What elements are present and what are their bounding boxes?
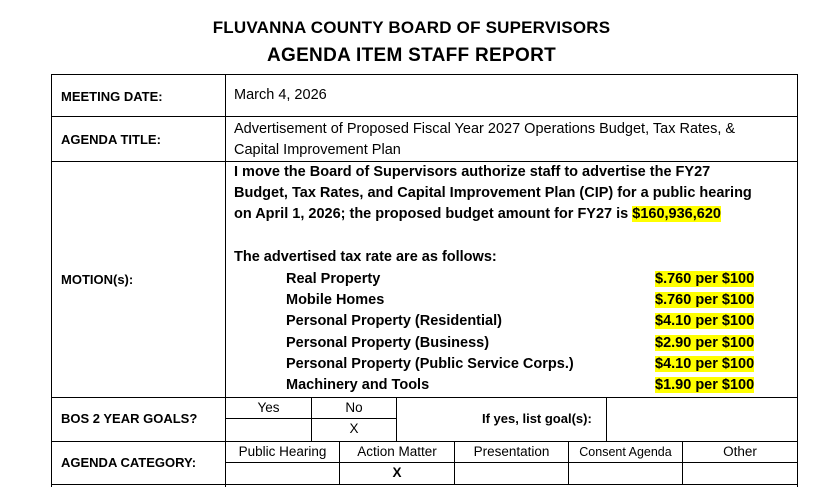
category-other: Other [723, 444, 757, 459]
goals-no-mark: X [349, 421, 359, 436]
category-action-mark: X [392, 465, 402, 480]
row-divider-title [51, 161, 798, 162]
category-public-hearing: Public Hearing [238, 444, 327, 459]
tax-item-rate: $1.90 per $100 [655, 377, 755, 393]
tax-rate-intro: The advertised tax rate are as follows: [234, 249, 497, 265]
agenda-title-label: AGENDA TITLE: [61, 132, 161, 147]
staff-report-title: AGENDA ITEM STAFF REPORT [266, 45, 557, 66]
table-right-border [797, 74, 798, 487]
tax-item-rate: $4.10 per $100 [655, 313, 755, 329]
tax-item-name: Machinery and Tools [286, 377, 430, 393]
goals-label: BOS 2 YEAR GOALS? [61, 411, 198, 426]
tax-item-rate: $2.90 per $100 [655, 335, 755, 351]
agenda-title-line2: Capital Improvement Plan [234, 142, 401, 158]
tax-item-name: Real Property [286, 271, 381, 287]
county-board-title: FLUVANNA COUNTY BOARD OF SUPERVISORS [212, 18, 611, 37]
category-action-matter: Action Matter [357, 444, 437, 459]
category-consent-agenda: Consent Agenda [579, 445, 672, 459]
motion-label: MOTION(s): [61, 272, 134, 287]
goals-list-label: If yes, list goal(s): [482, 411, 592, 426]
goals-header-divider [225, 418, 396, 419]
goals-list-divider [606, 397, 607, 441]
tax-item-rate: $.760 per $100 [655, 292, 755, 308]
label-column-divider [225, 74, 226, 487]
row-divider-goals [51, 441, 798, 442]
budget-amount: $160,936,620 [632, 206, 721, 222]
tax-item-rate: $.760 per $100 [655, 271, 755, 287]
table-top-border [51, 74, 798, 75]
tax-item-name: Personal Property (Public Service Corps.) [286, 356, 574, 372]
motion-line3 [234, 206, 721, 222]
motion-line1: I move the Board of Supervisors authorize staff to advertise the FY27 [234, 164, 711, 180]
tax-item-rate: $4.10 per $100 [655, 356, 755, 372]
goals-no-header: No [345, 400, 363, 415]
category-presentation: Presentation [473, 444, 550, 459]
meeting-date-label: MEETING DATE: [61, 89, 163, 104]
table-bottom-border [51, 484, 798, 485]
row-divider-date [51, 116, 798, 117]
tax-item-name: Personal Property (Business) [286, 335, 490, 351]
category-header-divider [225, 462, 797, 463]
goals-yes-header: Yes [257, 400, 280, 415]
agenda-category-label: AGENDA CATEGORY: [61, 455, 197, 470]
tax-item-name: Personal Property (Residential) [286, 313, 502, 329]
meeting-date-value: March 4, 2026 [234, 87, 327, 103]
row-divider-motion [51, 397, 798, 398]
motion-line3-text: on April 1, 2026; the proposed budget amount for FY27 is [234, 206, 633, 222]
motion-line2: Budget, Tax Rates, and Capital Improvement Plan (CIP) for a public hearing [234, 185, 752, 201]
agenda-title-line1: Advertisement of Proposed Fiscal Year 2027 Operations Budget, Tax Rates, & [234, 121, 736, 137]
goals-no-right-divider [396, 397, 397, 441]
tax-item-name: Mobile Homes [286, 292, 385, 308]
table-left-border [51, 74, 52, 487]
